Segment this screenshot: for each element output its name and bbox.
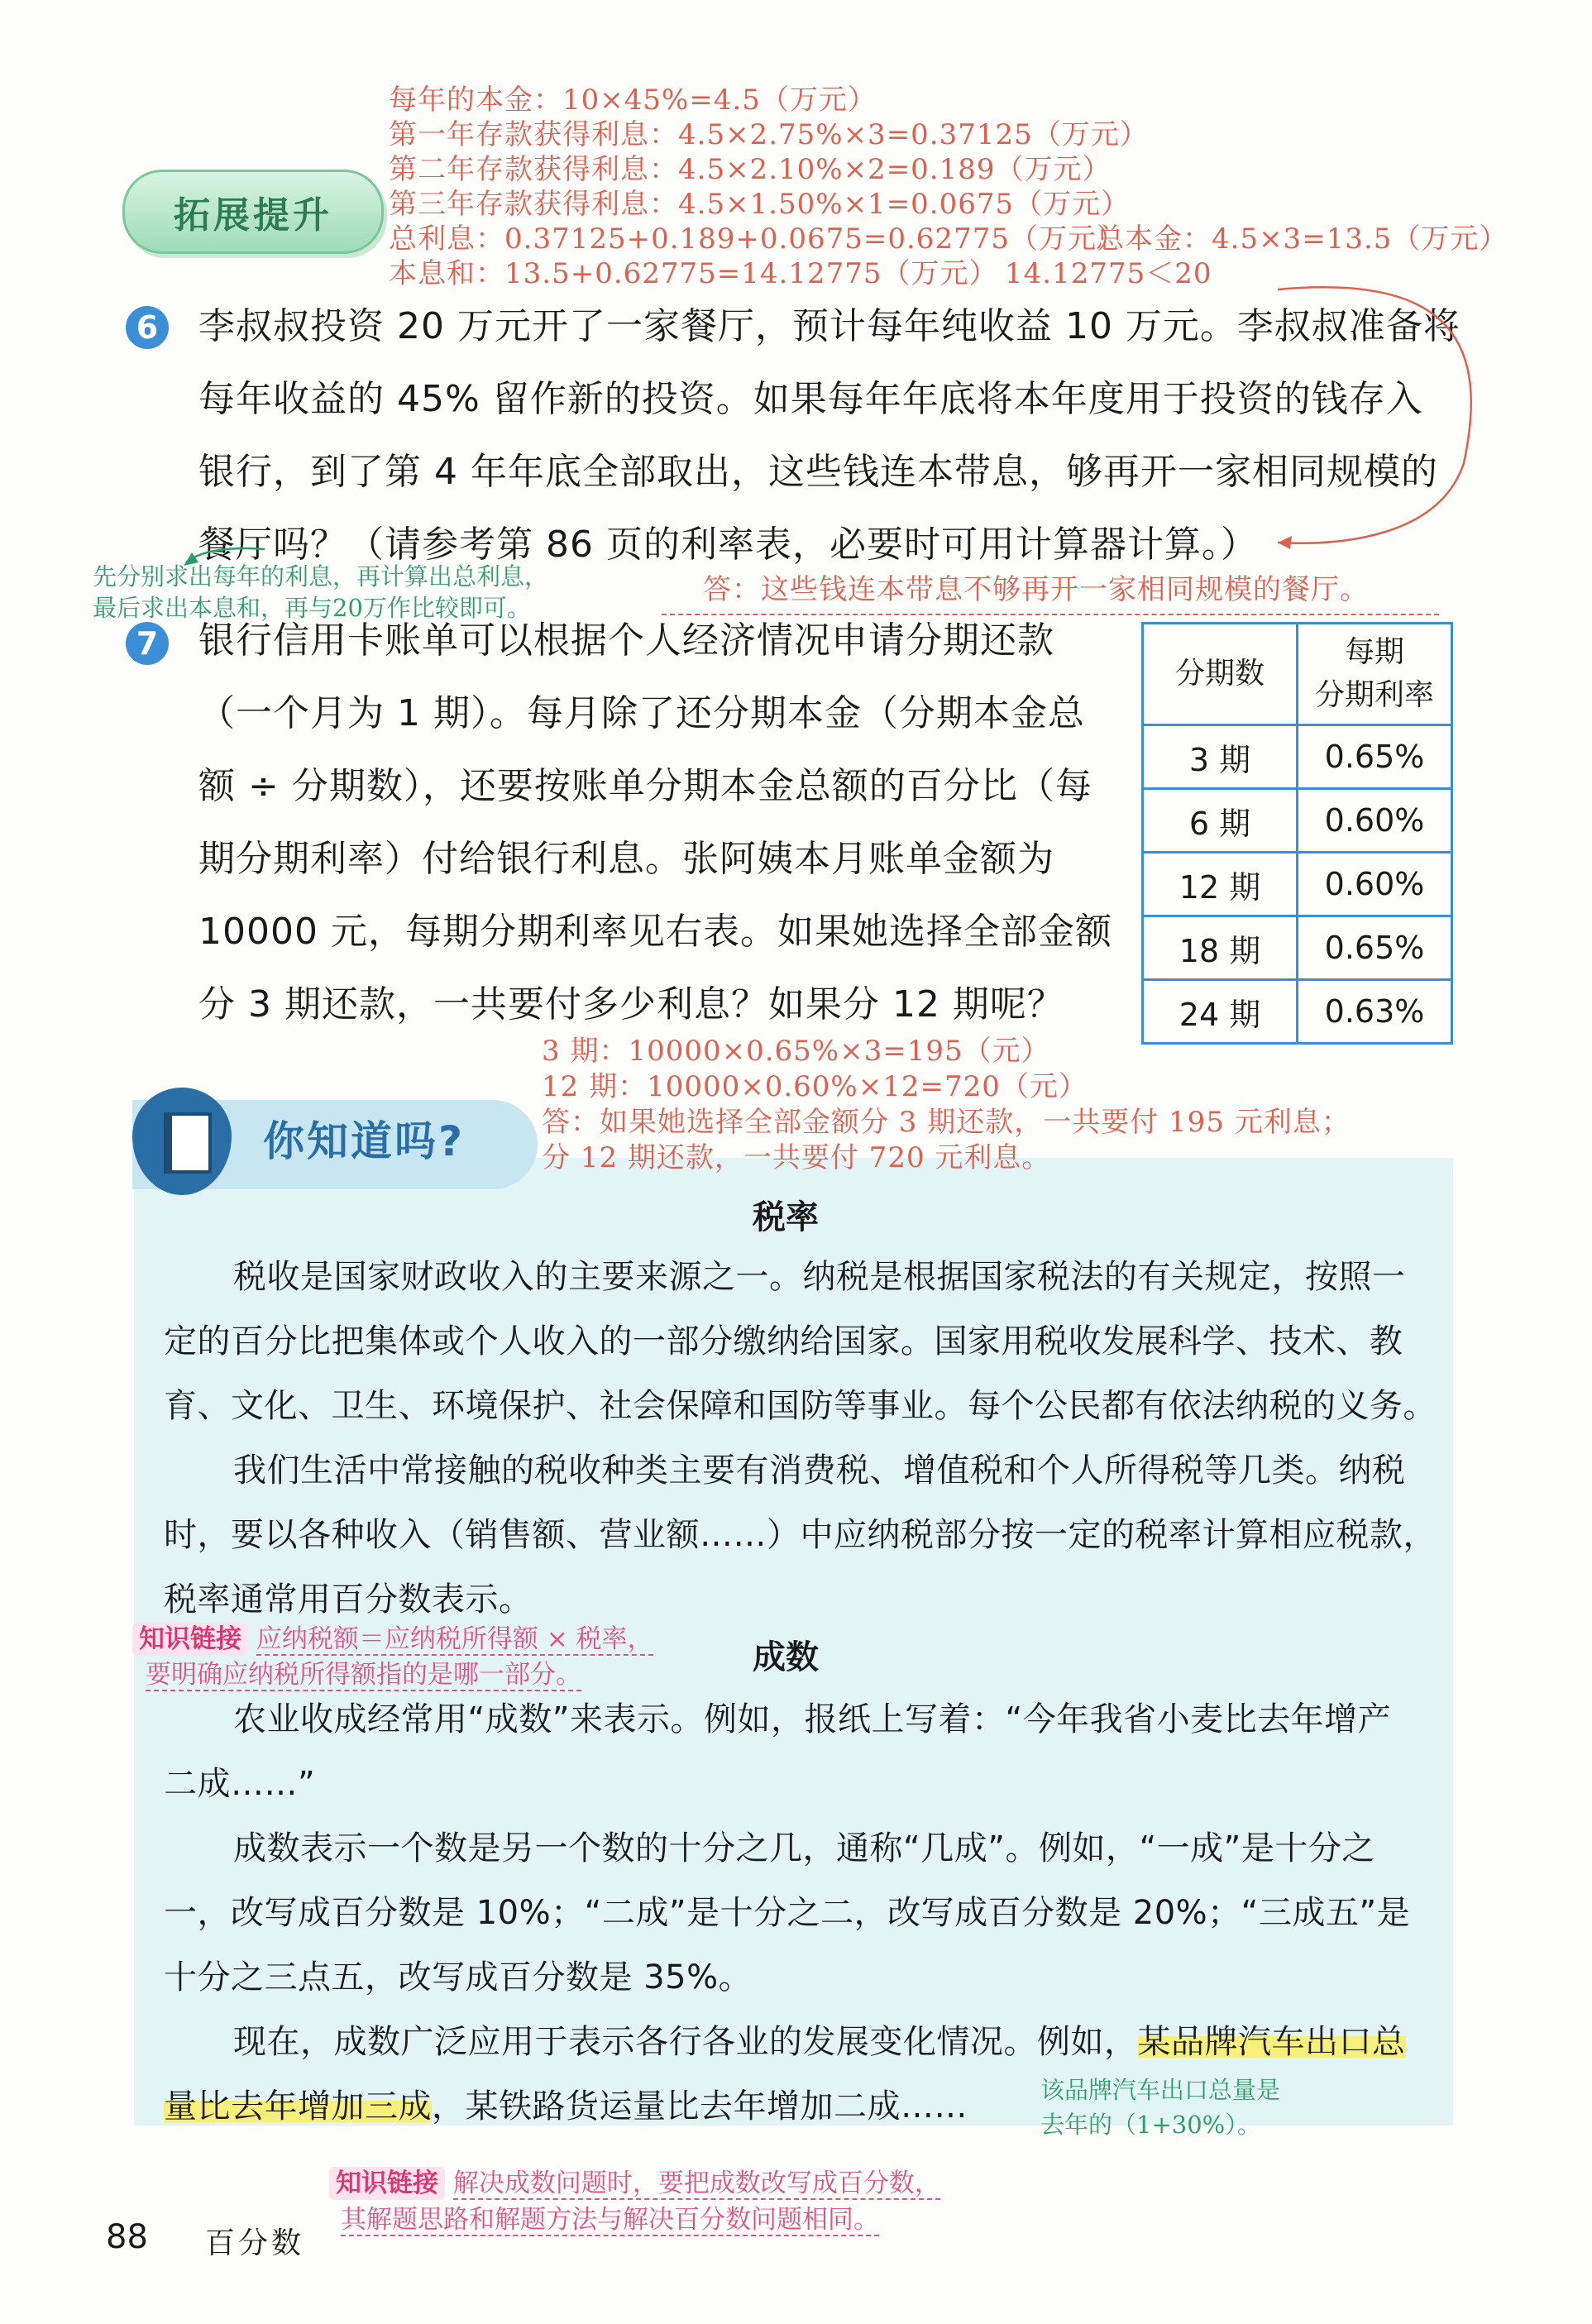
cell-rate: 0.60% — [1298, 789, 1452, 853]
q6-line: 每年收益的 45% 留作新的投资。如果每年年底将本年度用于投资的钱存入 — [198, 378, 1423, 420]
page-number: 88 — [106, 2218, 148, 2256]
q7-answer: 答：如果她选择全部金额分 3 期还款，一共要付 195 元利息； — [542, 1106, 1351, 1139]
knowledge-link-text: 其解题思路和解题方法与解决百分数问题相同。 — [341, 2205, 879, 2235]
car-export-note: 该品牌汽车出口总量是 — [1040, 2076, 1281, 2104]
cell-periods: 12 期 — [1143, 853, 1298, 916]
knowledge-link-tag: 知识链接 — [329, 2167, 445, 2200]
cell-periods: 24 期 — [1143, 980, 1298, 1044]
q6-line: 餐厅吗？（请参考第 86 页的利率表，必要时可用计算器计算。） — [198, 524, 1258, 566]
highlighted-text: 量比去年增加三成 — [164, 2087, 432, 2126]
cell-rate: 0.65% — [1298, 916, 1452, 980]
table-header-row — [1143, 624, 1452, 725]
cell-periods: 6 期 — [1143, 789, 1298, 853]
q7-line: 额 ÷ 分期数），还要按账单分期本金总额的百分比（每 — [198, 765, 1092, 807]
knowledge-link-1-line2 — [146, 1658, 581, 1691]
header-rate-line-1: 每期 — [1344, 635, 1404, 669]
q6-hint: 先分别求出每年的利息，再计算出总利息， — [93, 562, 549, 591]
knowledge-link-2 — [329, 2167, 940, 2200]
annotation-year3-interest: 第三年存款获得利息：4.5×1.50%×1=0.0675（万元） — [389, 188, 1131, 221]
car-export-note: 去年的（1+30%）。 — [1040, 2111, 1261, 2139]
annotation-total-interest: 总利息：0.37125+0.189+0.0675=0.62775（万元） — [389, 222, 1126, 256]
knowledge-link-1 — [132, 1623, 653, 1656]
header-rate-line-2: 分期利率 — [1314, 678, 1434, 712]
annotation-year1-interest: 第一年存款获得利息：4.5×2.75%×3=0.37125（万元） — [389, 118, 1149, 151]
table-row — [1143, 916, 1452, 980]
q7-line: 期分期利率）付给银行利息。张阿姨本月账单金额为 — [198, 838, 1054, 880]
annotation-compare: 14.12775＜20 — [1005, 257, 1212, 290]
tax-para: 税收是国家财政收入的主要来源之一。纳税是根据国家税法的有关规定，按照一 — [233, 1258, 1406, 1296]
knowledge-link-text: 要明确应纳税所得额指的是哪一部分。 — [146, 1660, 581, 1690]
highlighted-text: 某品牌汽车出口总 — [1137, 2023, 1406, 2061]
annotation-year2-interest: 第二年存款获得利息：4.5×2.10%×2=0.189（万元） — [389, 153, 1112, 186]
chengshu-para: 农业收成经常用“成数”来表示。例如，报纸上写着：“今年我省小麦比去年增产 — [233, 1700, 1392, 1738]
header-periods: 分期数 — [1143, 624, 1298, 725]
q7-line: 银行信用卡账单可以根据个人经济情况申请分期还款 — [198, 619, 1054, 662]
knowledge-link-2-line2 — [341, 2203, 879, 2236]
tax-para: 税率通常用百分数表示。 — [164, 1580, 533, 1619]
q7-work-12: 12 期：10000×0.60%×12=720（元） — [542, 1070, 1088, 1103]
tax-para: 时，要以各种收入（销售额、营业额……）中应纳税部分按一定的税率计算相应税款， — [164, 1516, 1437, 1554]
chengshu-para: 成数表示一个数是另一个数的十分之几，通称“几成”。例如，“一成”是十分之 — [233, 1829, 1375, 1867]
page-footer-label: 百分数 — [205, 2226, 305, 2260]
chengshu-last-line-1 — [233, 2010, 1406, 2074]
chengshu-para: 十分之三点五，改写成百分数是 35%。 — [164, 1958, 753, 1996]
knowledge-link-text: 应纳税额＝应纳税所得额 × 税率， — [256, 1624, 653, 1654]
q7-line: 分 3 期还款，一共要付多少利息？如果分 12 期呢？ — [198, 983, 1064, 1026]
chengshu-para: 二成……” — [164, 1765, 316, 1803]
annotation-sum: 本息和：13.5+0.62775=14.12775（万元） — [389, 257, 998, 290]
q6-hint: 最后求出本息和，再与20万作比较即可。 — [93, 594, 531, 622]
tax-para: 我们生活中常接触的税收种类主要有消费税、增值税和个人所得税等几类。纳税 — [233, 1451, 1406, 1490]
table-row — [1143, 725, 1452, 789]
table-row — [1143, 980, 1452, 1044]
chengshu-text: 现在，成数广泛应用于表示各行各业的发展变化情况。例如， — [233, 2023, 1138, 2061]
know-title: 你知道吗? — [263, 1117, 466, 1165]
knowledge-link-tag: 知识链接 — [132, 1623, 248, 1656]
book-page-icon — [164, 1112, 212, 1174]
cell-rate: 0.63% — [1298, 980, 1452, 1044]
section-badge: 拓展提升 — [122, 170, 384, 254]
q7-line: 10000 元，每期分期利率见右表。如果她选择全部金额 — [198, 911, 1112, 953]
annotation-principal-each-year: 每年的本金：10×45%=4.5（万元） — [389, 84, 877, 117]
question-number-6: 6 — [126, 306, 169, 349]
table-row — [1143, 789, 1452, 853]
q6-line: 李叔叔投资 20 万元开了一家餐厅，预计每年纯收益 10 万元。李叔叔准备将 — [198, 305, 1461, 347]
q7-work-3: 3 期：10000×0.65%×3=195（元） — [542, 1035, 1050, 1068]
chengshu-para: 一，改写成百分数是 10%；“二成”是十分之二，改写成百分数是 20%；“三成五”是 — [164, 1894, 1411, 1932]
annotation-total-principal: 总本金：4.5×3=13.5（万元） — [1096, 222, 1508, 256]
installment-rate-table — [1141, 622, 1453, 1045]
knowledge-link-text: 解决成数问题时，要把成数改写成百分数， — [452, 2169, 940, 2198]
tax-para: 定的百分比把集体或个人收入的一部分缴纳给国家。国家用税收发展科学、技术、教 — [164, 1322, 1403, 1360]
cell-rate: 0.65% — [1298, 725, 1452, 789]
chengshu-heading: 成数 — [753, 1638, 819, 1676]
table-row — [1143, 853, 1452, 916]
tax-heading: 税率 — [753, 1198, 819, 1236]
q6-answer: 答：这些钱连本带息不够再开一家相同规模的餐厅。 — [703, 573, 1369, 606]
q7-answer: 分 12 期还款，一共要付 720 元利息。 — [542, 1141, 1051, 1174]
question-number-7: 7 — [126, 622, 169, 665]
header-rate — [1298, 624, 1452, 725]
chengshu-text: ，某铁路货运量比去年增加二成…… — [432, 2087, 968, 2126]
cell-rate: 0.60% — [1298, 853, 1452, 916]
chengshu-last-line-2 — [164, 2074, 968, 2139]
q6-line: 银行，到了第 4 年年底全部取出，这些钱连本带息，够再开一家相同规模的 — [198, 451, 1438, 493]
cell-periods: 3 期 — [1143, 725, 1298, 789]
q7-line: （一个月为 1 期）。每月除了还分期本金（分期本金总 — [198, 692, 1085, 734]
cell-periods: 18 期 — [1143, 916, 1298, 980]
tax-para: 育、文化、卫生、环境保护、社会保障和国防等事业。每个公民都有依法纳税的义务。 — [164, 1387, 1437, 1425]
